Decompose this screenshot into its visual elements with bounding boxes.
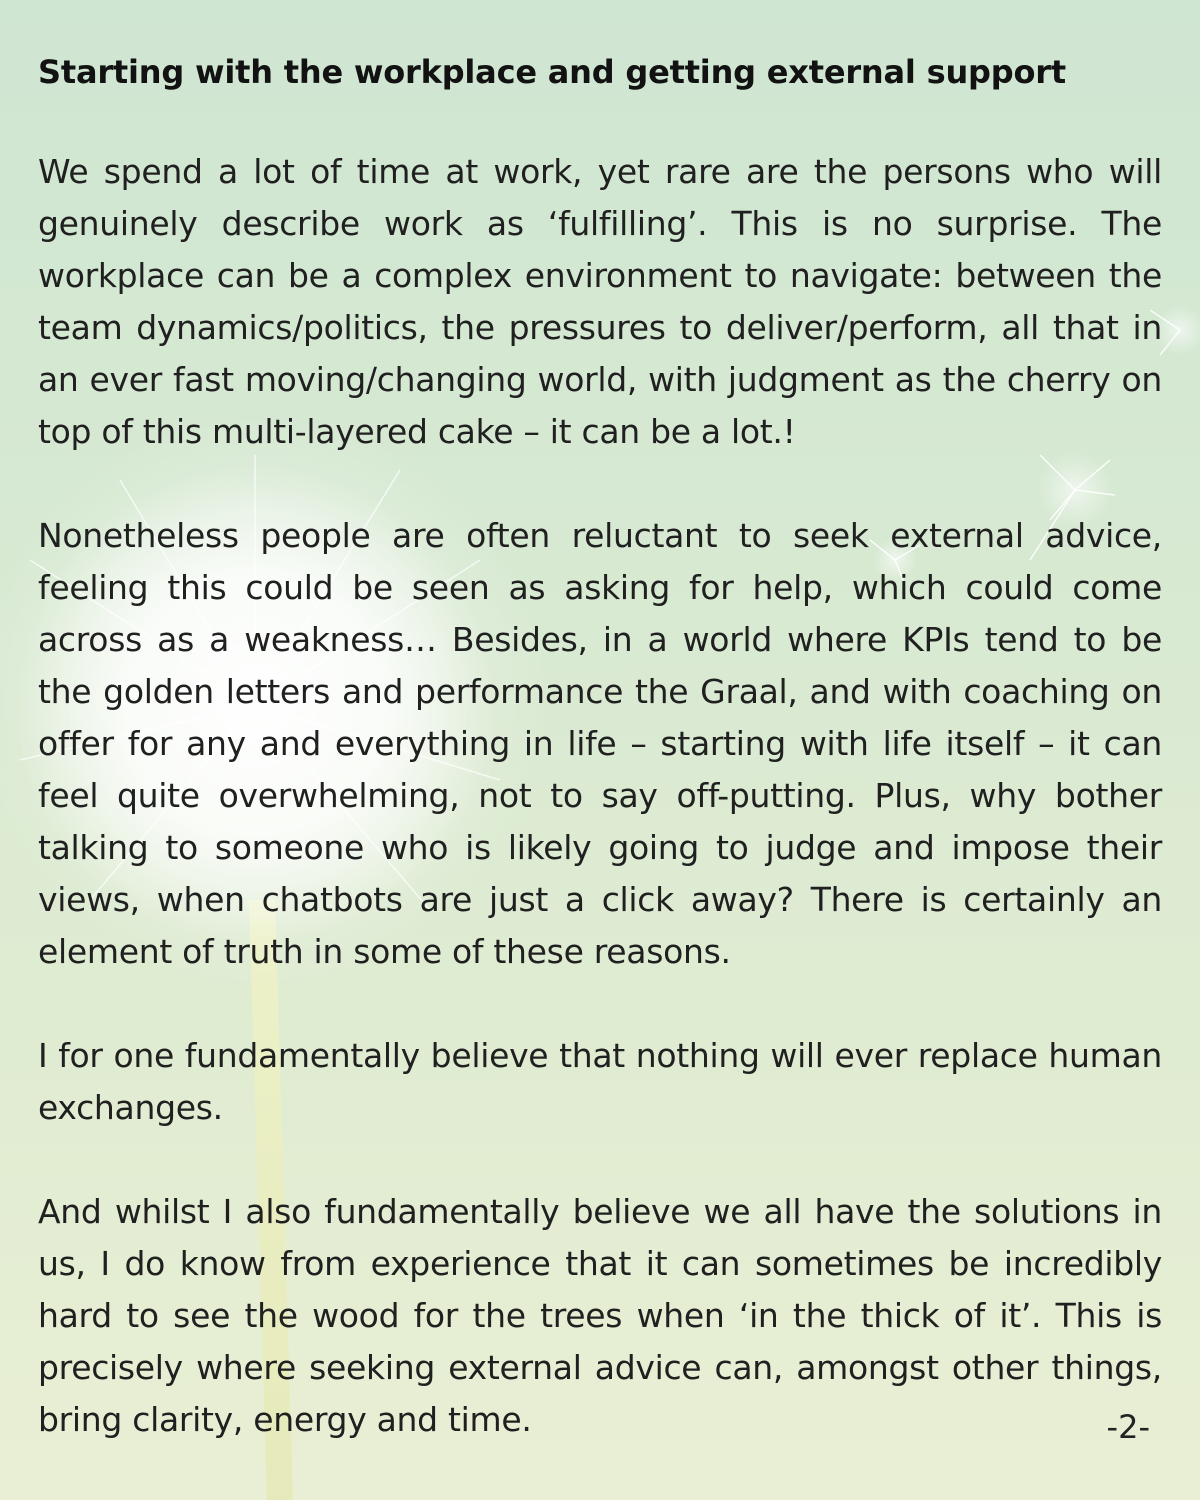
paragraph-external-advice: And whilst I also fundamentally believe we all have the solutions in us, I do know from experience that it can sometimes be incredibly hard to see the wood for the trees when ‘in the thick of it’. This is precisely where seeking external advice can, amongst other things, bring clarity, energy and time. <box>38 1192 1162 1439</box>
section-heading: Starting with the workplace and getting external support <box>38 53 1066 91</box>
page-number: -2- <box>1106 1408 1150 1446</box>
paragraph-human-exchanges: I for one fundamentally believe that nothing will ever replace human exchanges. <box>38 1036 1162 1127</box>
document-page <box>38 50 1162 1498</box>
paragraph-reluctance: Nonetheless people are often reluctant to seek external advice, feeling this could be seen as asking for help, which could come across as a weakness… Besides, in a world where KPIs tend to be the golden letters and performance the Graal, and with coaching on offer for any and everything in life – starting with life itself – it can feel quite overwhelming, not to say off-putting. Plus, why bother talking to someone who is likely going to judge and impose their views, when chatbots are just a click away? There is certainly an element of truth in some of these reasons. <box>38 516 1162 971</box>
paragraph-workplace: We spend a lot of time at work, yet rare are the persons who will genuinely describe work as ‘fulfilling’. This is no surprise. The workplace can be a complex environment to navigate: between the team dynamics/politics, the pressures to deliver/perform, all that in an ever fast moving/changing world, with judgment as the cherry on top of this multi-layered cake – it can be a lot.! <box>38 152 1162 451</box>
